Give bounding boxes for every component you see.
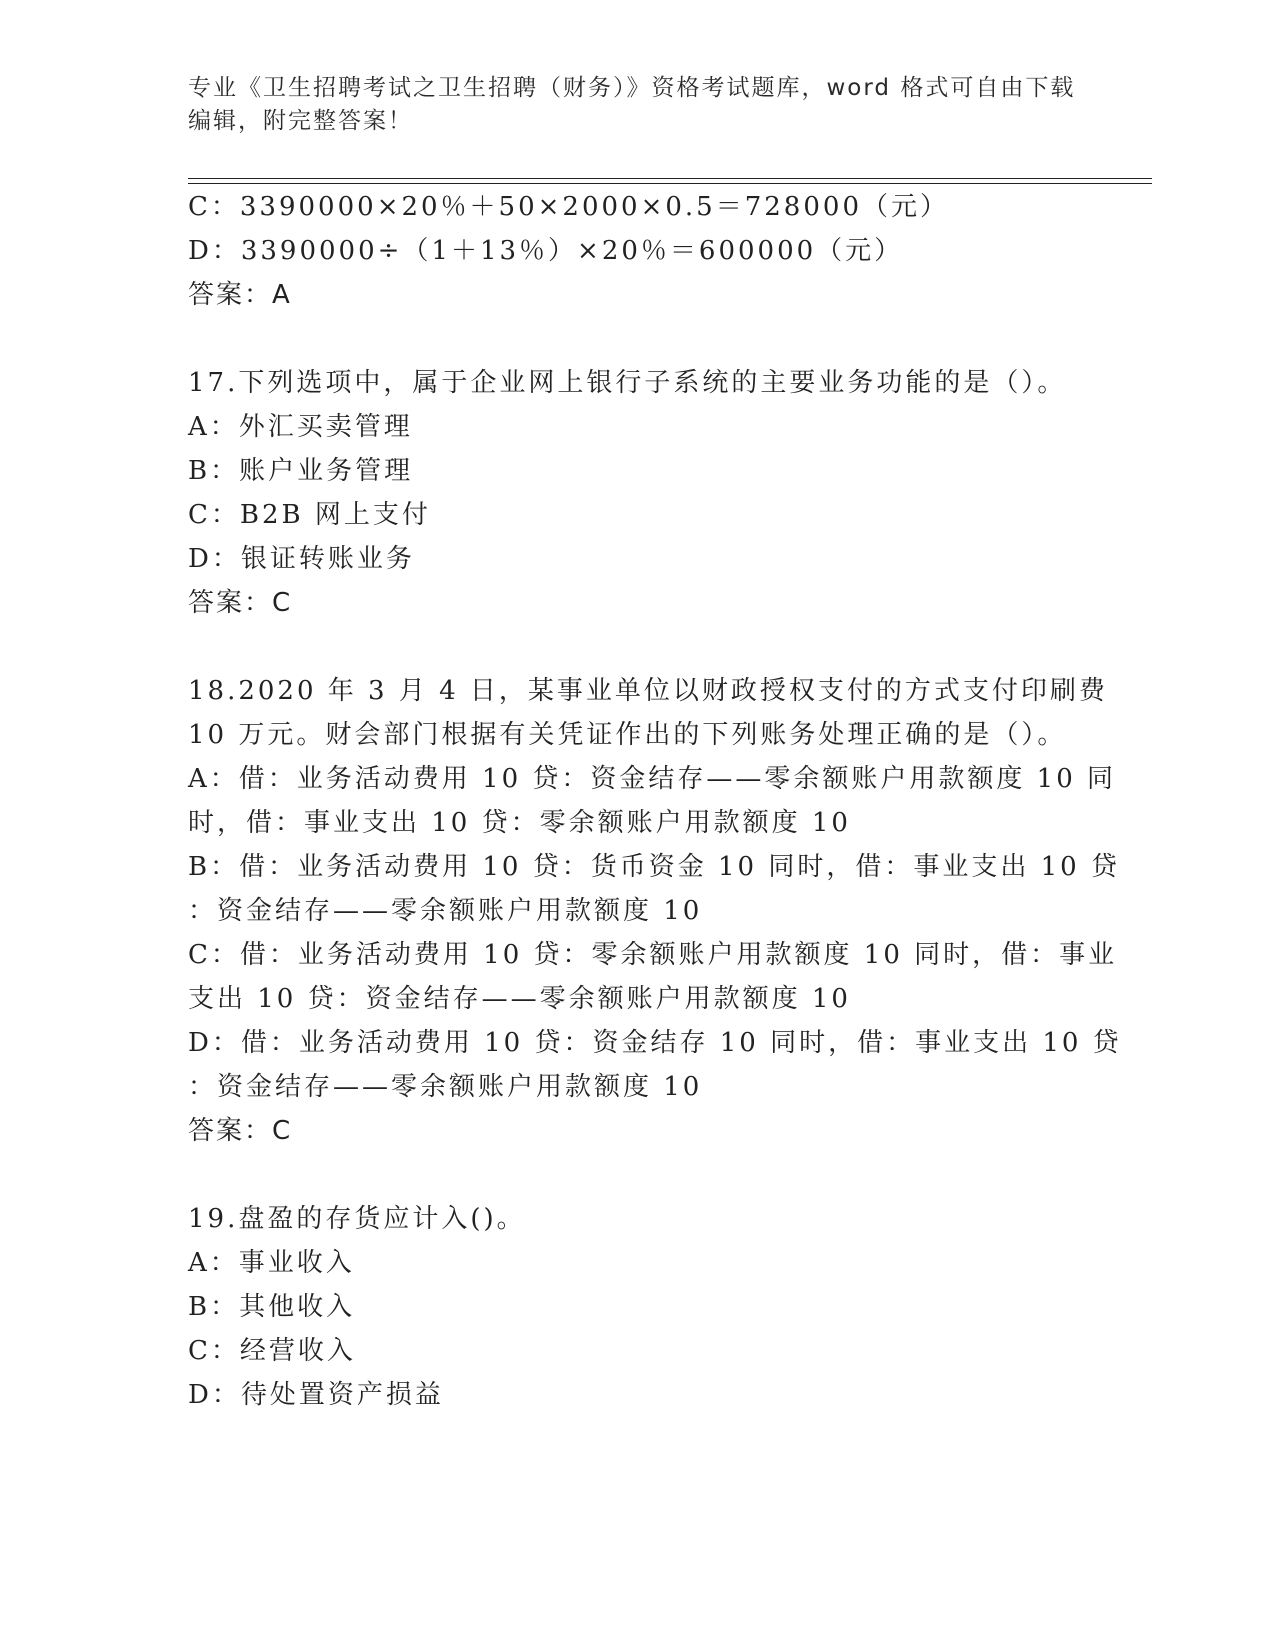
q18-stem-line-2: 10 万元。财会部门根据有关凭证作出的下列账务处理正确的是（）。 <box>188 720 1067 750</box>
q18-answer: 答案：C <box>188 1116 293 1146</box>
q19-stem: 19.盘盈的存货应计入()。 <box>188 1204 526 1234</box>
q16-answer: 答案：A <box>188 280 292 310</box>
q17-option-b: B：账户业务管理 <box>188 456 414 486</box>
header-divider-top <box>188 178 1152 179</box>
header-line-2: 编辑，附完整答案！ <box>188 108 413 134</box>
q18-option-d-line-1: D：借：业务活动费用 10 贷：资金结存 10 同时，借：事业支出 10 贷 <box>188 1028 1122 1058</box>
document-header <box>188 72 1088 138</box>
q17-option-c: C：B2B 网上支付 <box>188 500 431 530</box>
q18-option-c-line-2: 支出 10 贷：资金结存——零余额账户用款额度 10 <box>188 984 851 1014</box>
q19-option-d: D：待处置资产损益 <box>188 1380 444 1410</box>
q16-option-c: C：3390000×20％＋50×2000×0.5＝728000（元） <box>188 192 949 222</box>
q18-option-a-line-2: 时，借：事业支出 10 贷：零余额账户用款额度 10 <box>188 808 851 838</box>
q18-option-b-line-1: B：借：业务活动费用 10 贷：货币资金 10 同时，借：事业支出 10 贷 <box>188 852 1120 882</box>
q16-option-d: D：3390000÷（1＋13％）×20％＝600000（元） <box>188 236 904 266</box>
q18-option-d-line-2: ：资金结存——零余额账户用款额度 10 <box>188 1072 703 1102</box>
header-line-1: 专业《卫生招聘考试之卫生招聘（财务）》资格考试题库，word 格式可自由下载 <box>188 75 1076 101</box>
q18-option-c-line-1: C：借：业务活动费用 10 贷：零余额账户用款额度 10 同时，借：事业 <box>188 940 1118 970</box>
q18-option-a-line-1: A：借：业务活动费用 10 贷：资金结存——零余额账户用款额度 10 同 <box>188 764 1117 794</box>
q19-option-a: A：事业收入 <box>188 1248 355 1278</box>
q17-stem: 17.下列选项中，属于企业网上银行子系统的主要业务功能的是（）。 <box>188 368 1067 398</box>
q18-stem-line-1: 18.2020 年 3 月 4 日，某事业单位以财政授权支付的方式支付印刷费 <box>188 676 1108 706</box>
q18-option-b-line-2: ：资金结存——零余额账户用款额度 10 <box>188 896 703 926</box>
q19-option-b: B：其他收入 <box>188 1292 356 1322</box>
header-divider-bottom <box>188 183 1152 184</box>
q17-option-a: A：外汇买卖管理 <box>188 412 413 442</box>
q19-option-c: C：经营收入 <box>188 1336 356 1366</box>
q17-answer: 答案：C <box>188 588 293 618</box>
q17-option-d: D：银证转账业务 <box>188 544 415 574</box>
